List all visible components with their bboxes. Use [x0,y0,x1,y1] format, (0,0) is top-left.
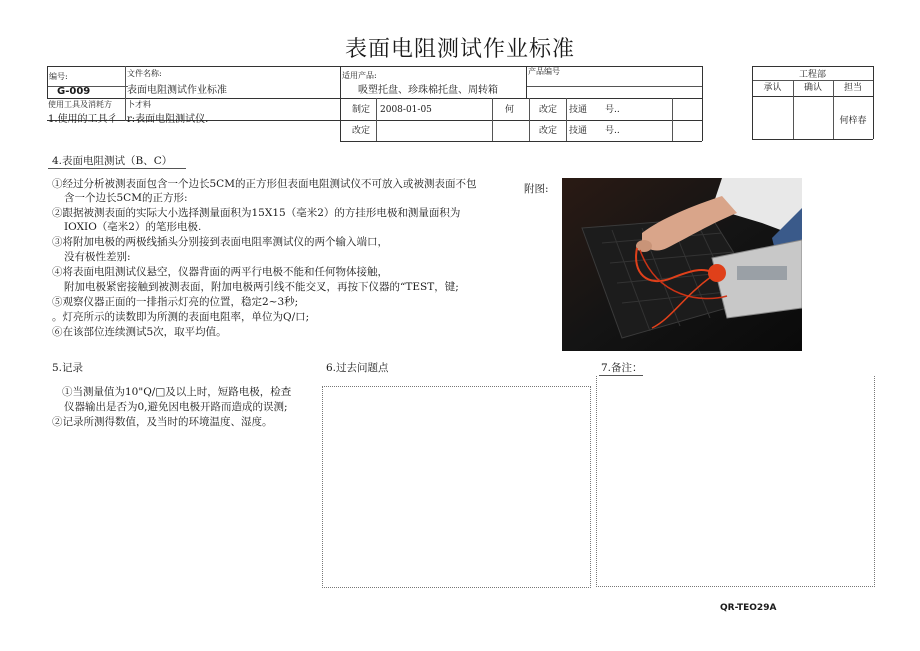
he-label: 何 [505,105,515,115]
section5-heading: 5.记录 [52,362,84,374]
section4-line: 。灯亮所示的读数即为所测的表面电阻率，单位为Q/口; [52,311,310,323]
section4-line: 附加电极紧密接触到被测表面，附加电极两引线不能交叉，再按下仪器的“TEST，键; [64,281,459,293]
form-code: QR-TEO29A [720,603,777,613]
approve-label: 承认 [763,83,782,93]
test-photo [562,178,802,351]
revise-label-2: 改定 [352,126,371,136]
section4-line: 没有极性差别: [64,251,131,263]
product-label: 适用产品: [342,71,377,80]
material-label: 卜才料 [127,100,151,109]
section4-line: ①经过分析被测表面包含一个边长5CM的正方形但表面电阻测试仪不可放入或被测表面不包 [52,178,477,190]
section4-heading: 4.表面电阻测试（B、C） [52,155,173,167]
tech-notice-2: 技通 号.. [569,126,620,136]
section4-line: IOXIO（亳米2）的笔形电极. [64,221,202,233]
code-value: G-009 [57,86,91,97]
section4-line: ②跟据被测表面的实际大小选择测量面积为15X15（亳米2）的方挂形电极和测量面积为 [52,207,461,219]
tools-value-b: r:表面电阻测试仪. [127,114,209,125]
file-label: 文件名称: [127,69,162,78]
page-title: 表面电阻测试作业标准 [344,37,575,62]
figure-label: 附图: [524,183,549,195]
charge-name: 何梓春 [839,116,867,126]
code-label: 编号: [49,72,68,81]
made-label: 制定 [352,105,371,115]
revise-label-3: 改定 [539,126,558,136]
section4-line: ③将附加电极的两极线插头分别接到表面电阻率测试仪的两个输入端口， [52,236,388,248]
product-no-label: 产品编号 [528,67,560,76]
section7-box [596,376,875,587]
section4-line: ④将表面电阻测试仪悬空，仪器背面的两平行电极不能和任何物体接触， [52,266,388,278]
tools-value-a: 1.使用的工具彳 [48,114,118,125]
section5-line: ①当测量值为10"Q/□及以上时，短路电极，检查 [62,386,292,398]
section7-heading: 7.备注： [601,362,643,374]
file-value: 表面电阻测试作业标准 [127,85,227,96]
section6-box [322,386,591,588]
dept-title: 工程部 [798,70,826,80]
charge-label: 担当 [843,83,862,93]
section6-heading: 6.过去问题点 [326,362,389,374]
revise-label-1: 改定 [539,105,558,115]
test-photo-drawing [562,178,802,351]
product-value: 吸塑托盘、珍珠棉托盘、周转箱 [358,85,498,96]
section5-line: ②记录所测得数值，及当时的环境温度、湿度。 [52,416,273,428]
made-date: 2008-01-05 [380,105,432,115]
section4-line: 含一个边长5CM的正方形: [64,192,188,204]
section5-line: 仪器输出是否为0,避免因电极开路而造成的误测; [64,401,288,413]
section4-line: ⑤观察仪器正面的一排指示灯亮的位置，稳定2~3秒; [52,296,299,308]
section4-line: ⑥在该部位连续测试5次，取平均值。 [52,326,227,338]
tools-label: 使用工具及消耗方 [48,100,112,109]
tech-notice-1: 技通 号.. [569,105,620,115]
confirm-label: 确认 [803,83,822,93]
